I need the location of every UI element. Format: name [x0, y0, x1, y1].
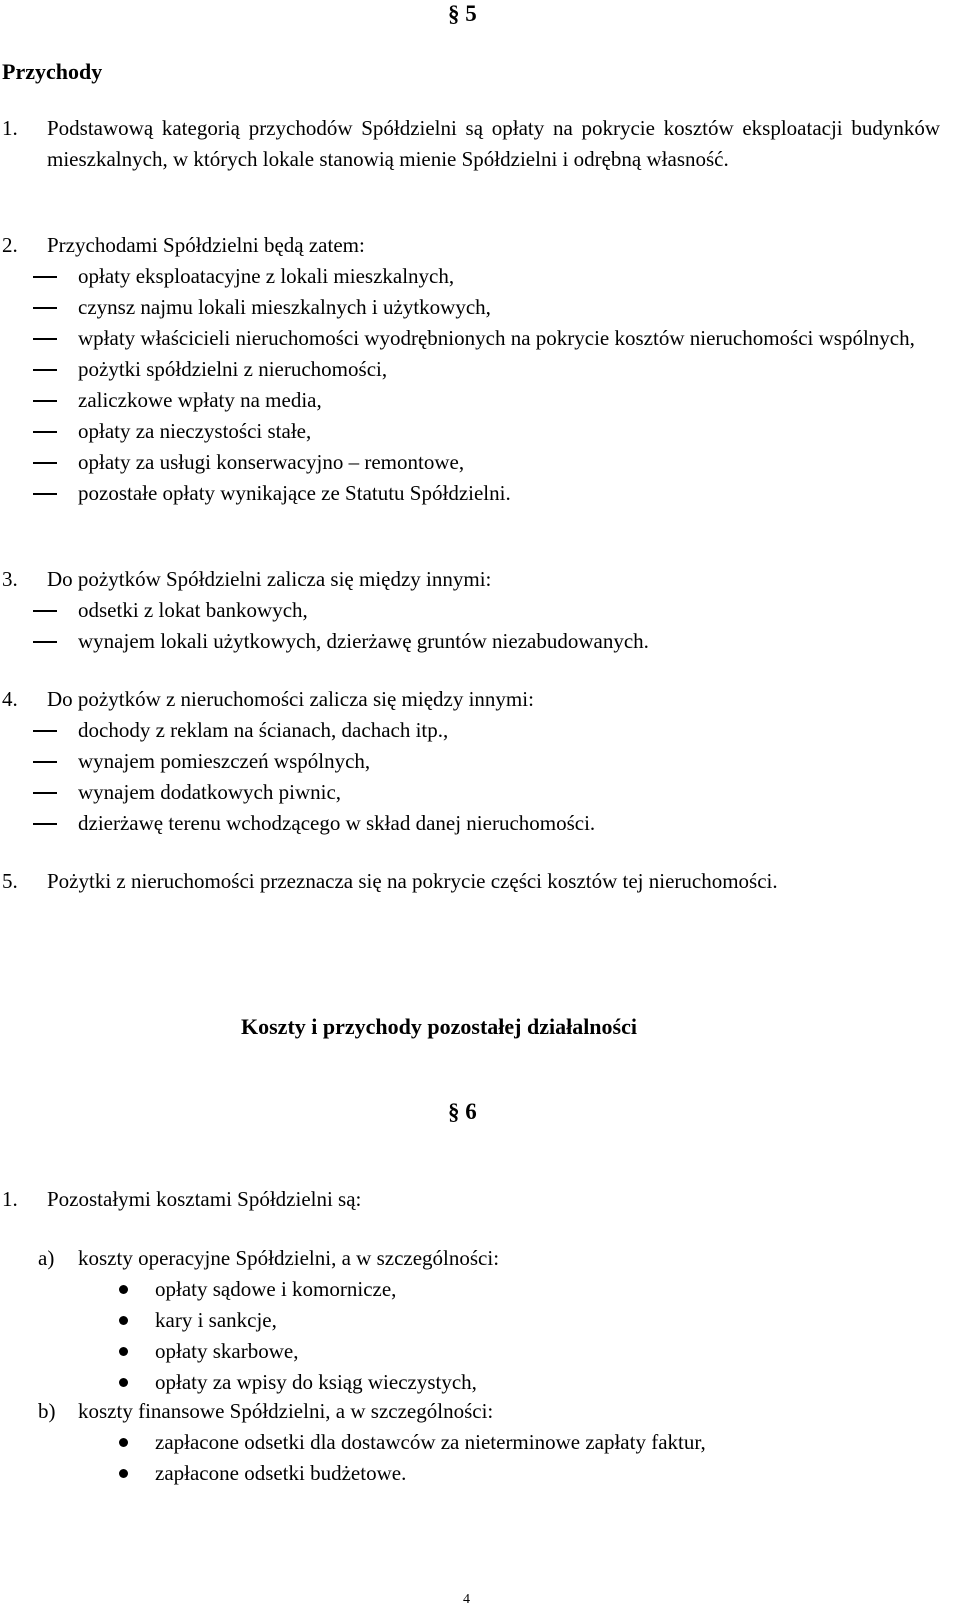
paragraph-3: [0, 564, 940, 595]
paragraph-text: Do pożytków Spółdzielni zalicza się między innymi:: [47, 567, 492, 591]
subparagraph-text: koszty finansowe Spółdzielni, a w szczególności:: [78, 1399, 494, 1423]
paragraph-number: 1.: [2, 1187, 18, 1211]
subparagraph-b: [0, 1396, 940, 1427]
list-item: kary i sankcje,: [0, 1305, 940, 1336]
subparagraph-text: koszty operacyjne Spółdzielni, a w szczególności:: [78, 1246, 500, 1270]
section-title: Przychody: [2, 59, 103, 84]
paragraph-number: 1.: [2, 116, 18, 140]
list-item: wynajem pomieszczeń wspólnych,: [0, 746, 940, 777]
paragraph-number: 5.: [2, 869, 18, 893]
list-item: zapłacone odsetki dla dostawców za nieterminowe zapłaty faktur,: [0, 1427, 940, 1458]
paragraph-text: Przychodami Spółdzielni będą zatem:: [47, 233, 365, 257]
page-number: 4: [463, 1592, 470, 1607]
list-item: opłaty sądowe i komornicze,: [0, 1274, 940, 1305]
list-item: zapłacone odsetki budżetowe.: [0, 1458, 940, 1489]
paragraph-number: 3.: [2, 567, 18, 591]
paragraph-6-1: [0, 1184, 940, 1215]
paragraph-text: Pozostałymi kosztami Spółdzielni są:: [47, 1187, 362, 1211]
list-item: dzierżawę terenu wchodzącego w skład danej nieruchomości.: [0, 808, 940, 839]
benefits-list: [0, 595, 940, 657]
paragraph-text: Do pożytków z nieruchomości zalicza się między innymi:: [47, 687, 534, 711]
subparagraph-label: b): [38, 1399, 56, 1423]
list-item: czynsz najmu lokali mieszkalnych i użytkowych,: [0, 292, 940, 323]
subparagraph-label: a): [38, 1246, 55, 1270]
operating-costs-list: [0, 1274, 940, 1398]
list-item: wpłaty właścicieli nieruchomości wyodrębnionych na pokrycie kosztów nieruchomości wspólnych,: [0, 323, 940, 354]
list-item: zaliczkowe wpłaty na media,: [0, 385, 940, 416]
list-item: dochody z reklam na ścianach, dachach itp.,: [0, 715, 940, 746]
list-item: pozostałe opłaty wynikające ze Statutu Spółdzielni.: [0, 478, 940, 509]
section-mark-6: § 6: [448, 1099, 477, 1124]
paragraph-5: [0, 866, 940, 897]
revenue-list: [0, 261, 940, 509]
list-item: opłaty za usługi konserwacyjno – remontowe,: [0, 447, 940, 478]
paragraph-text: Pożytki z nieruchomości przeznacza się na pokrycie części kosztów tej nieruchomości.: [47, 869, 778, 893]
list-item: odsetki z lokat bankowych,: [0, 595, 940, 626]
list-item: wynajem dodatkowych piwnic,: [0, 777, 940, 808]
list-item: opłaty za nieczystości stałe,: [0, 416, 940, 447]
paragraph-number: 2.: [2, 233, 18, 257]
list-item: wynajem lokali użytkowych, dzierżawę gruntów niezabudowanych.: [0, 626, 940, 657]
section-mark-5: § 5: [448, 1, 477, 26]
subparagraph-a: [0, 1243, 940, 1274]
list-item: pożytki spółdzielni z nieruchomości,: [0, 354, 940, 385]
paragraph-text: Podstawową kategorią przychodów Spółdzielni są opłaty na pokrycie kosztów eksploatacji budynków mieszkalnych, w których lokale stanowią mienie Spółdzielni i odrębną własność.: [47, 116, 940, 171]
financial-costs-list: [0, 1427, 940, 1489]
paragraph-1: [0, 113, 940, 175]
list-item: opłaty eksploatacyjne z lokali mieszkalnych,: [0, 261, 940, 292]
section-heading: Koszty i przychody pozostałej działalności: [241, 1014, 637, 1039]
paragraph-2: [0, 230, 940, 261]
paragraph-4: [0, 684, 940, 715]
list-item: opłaty za wpisy do ksiąg wieczystych,: [0, 1367, 940, 1398]
property-benefits-list: [0, 715, 940, 839]
paragraph-number: 4.: [2, 687, 18, 711]
list-item: opłaty skarbowe,: [0, 1336, 940, 1367]
